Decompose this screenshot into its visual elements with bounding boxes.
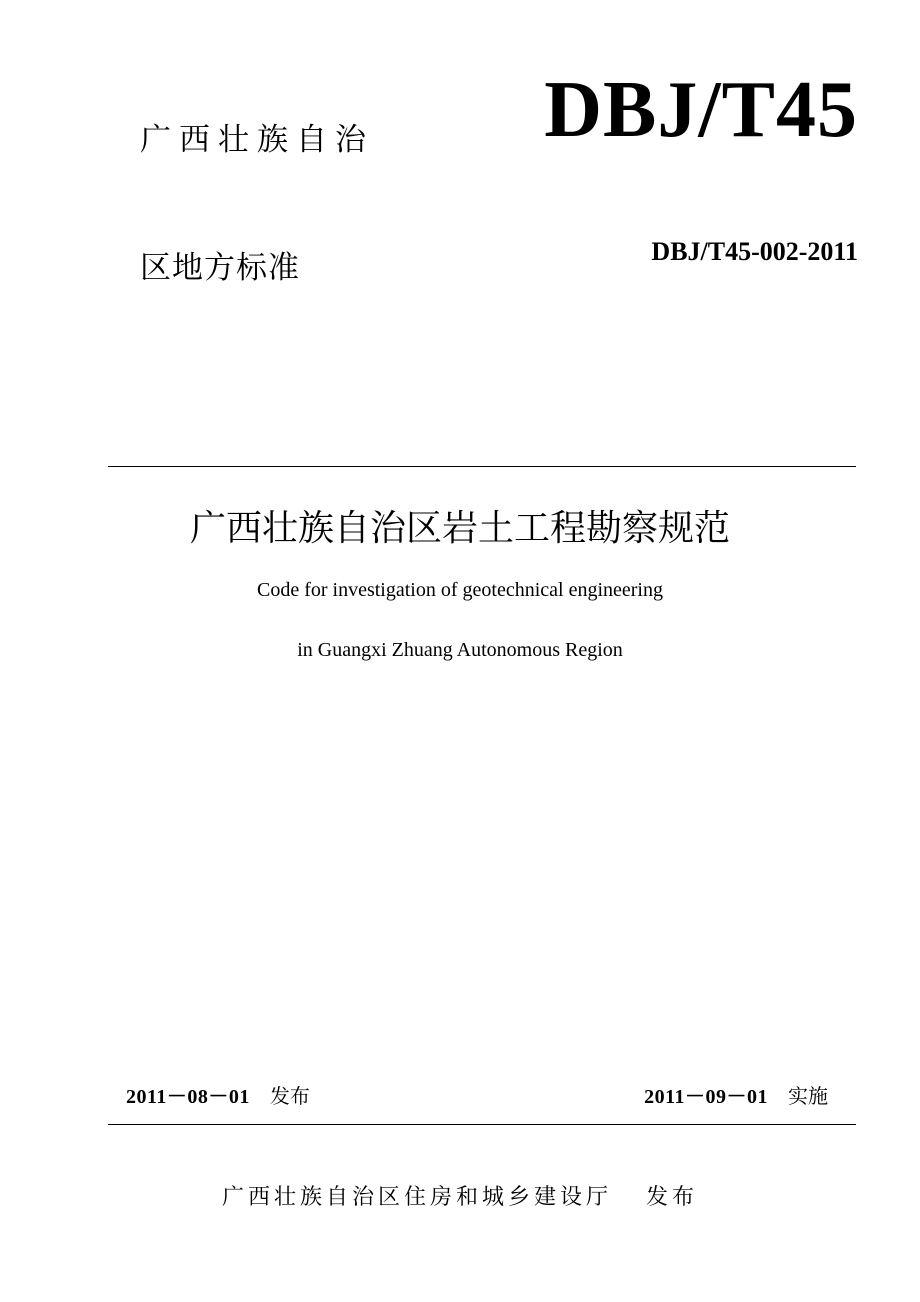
publish-label: 发布 (646, 1185, 699, 1210)
implementation-date: 2011－09－01 (644, 1086, 768, 1108)
bottom-divider (108, 1124, 856, 1125)
region-label-line2: 区地方标准 (140, 250, 300, 286)
implementation-date-group (644, 1080, 828, 1109)
document-title-english-line1: Code for investigation of geotechnical engineering (257, 579, 663, 601)
publisher-line (0, 1180, 920, 1211)
issue-date-group (126, 1080, 310, 1109)
standard-code-large: DBJ/T45 (544, 66, 858, 154)
top-divider (108, 466, 856, 467)
publisher-name: 广西壮族自治区住房和城乡建设厅 (221, 1185, 612, 1210)
issue-label: 发布 (269, 1084, 310, 1108)
region-label-line1: 广西壮族自治 (140, 122, 374, 158)
implementation-label: 实施 (788, 1084, 828, 1108)
issue-date: 2011－08－01 (126, 1086, 250, 1108)
document-title-chinese: 广西壮族自治区岩土工程勘察规范 (189, 508, 730, 549)
standard-number: DBJ/T45-002-2011 (651, 237, 858, 266)
document-title-english-line2: in Guangxi Zhuang Autonomous Region (297, 639, 623, 661)
